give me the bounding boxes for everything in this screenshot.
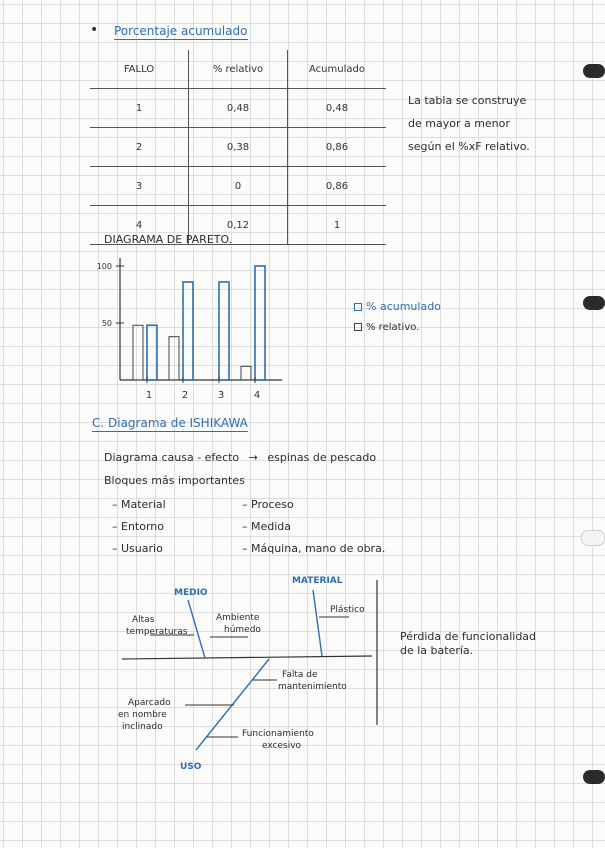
column-header: Acumulado [288,50,387,89]
x-tick-label: 1 [145,390,153,401]
table-cell: 0,86 [288,167,387,206]
cause-label: inclinado [122,722,163,732]
cause-label: húmedo [224,625,261,635]
cause-label: Ambiente [216,613,260,623]
table-cell: 1 [288,206,387,245]
legend-label: % relativo. [366,322,420,333]
block-item: – Medida [242,520,292,533]
cause-label: Funcionamiento [242,729,314,739]
category-uso: USO [180,762,202,772]
cause-label: mantenimiento [278,682,347,692]
column-header: % relativo [189,50,288,89]
table-cell: 4 [90,206,189,245]
bullet: • [90,22,99,38]
effect-label: Pérdida de funcionalidad [400,630,537,643]
blocks-title: Bloques más importantes [104,474,245,487]
fishbone-spine [122,656,372,659]
arrow-icon: → [248,451,258,464]
cause-label: Altas [132,615,155,625]
table-cell: 0,48 [288,89,387,128]
table-cell: 3 [90,167,189,206]
y-tick-label: 100 [96,262,112,271]
legend-label: % acumulado [366,300,441,313]
cause-label: Aparcado [128,698,171,708]
table-cell: 0,12 [189,206,288,245]
effect-label: de la batería. [400,644,474,657]
table-cell: 1 [90,89,189,128]
y-tick-label: 50 [101,319,112,328]
category-material: MATERIAL [292,576,343,586]
intro-part: espinas de pescado [267,451,377,464]
block-item: – Material [112,498,166,511]
bone-material [313,590,322,656]
bone-medio [188,600,205,658]
x-tick-label: 3 [217,390,225,401]
ishikawa-heading-text: C. Diagrama de ISHIKAWA [92,416,248,430]
x-tick-label: 2 [181,390,189,401]
table-cell: 2 [90,128,189,167]
block-item: – Proceso [242,498,294,511]
table-note-line: según el %xF relativo. [408,140,530,153]
cause-label: Plástico [330,605,365,615]
pareto-title: DIAGRAMA DE PARETO. [104,233,233,246]
table-cell: 0,48 [189,89,288,128]
category-medio: MEDIO [174,588,208,598]
intro-part: Diagrama causa - efecto [104,451,240,464]
cause-label: temperaturas [126,627,188,637]
table-note-line: La tabla se construye [408,94,527,107]
x-tick-label: 4 [253,390,261,401]
table-cell: 0,86 [288,128,387,167]
cause-label: en nombre [118,710,167,720]
column-header: FALLO [90,50,189,89]
table-cell: 0,38 [189,128,288,167]
block-item: – Máquina, mano de obra. [242,542,386,555]
cause-label: Falta de [282,670,318,680]
block-item: – Usuario [112,542,163,555]
block-item: – Entorno [112,520,164,533]
table-cell: 0 [189,167,288,206]
table-note-line: de mayor a menor [408,117,510,130]
cause-label: excesivo [262,741,302,751]
section-title-text: Porcentaje acumulado [114,24,248,38]
